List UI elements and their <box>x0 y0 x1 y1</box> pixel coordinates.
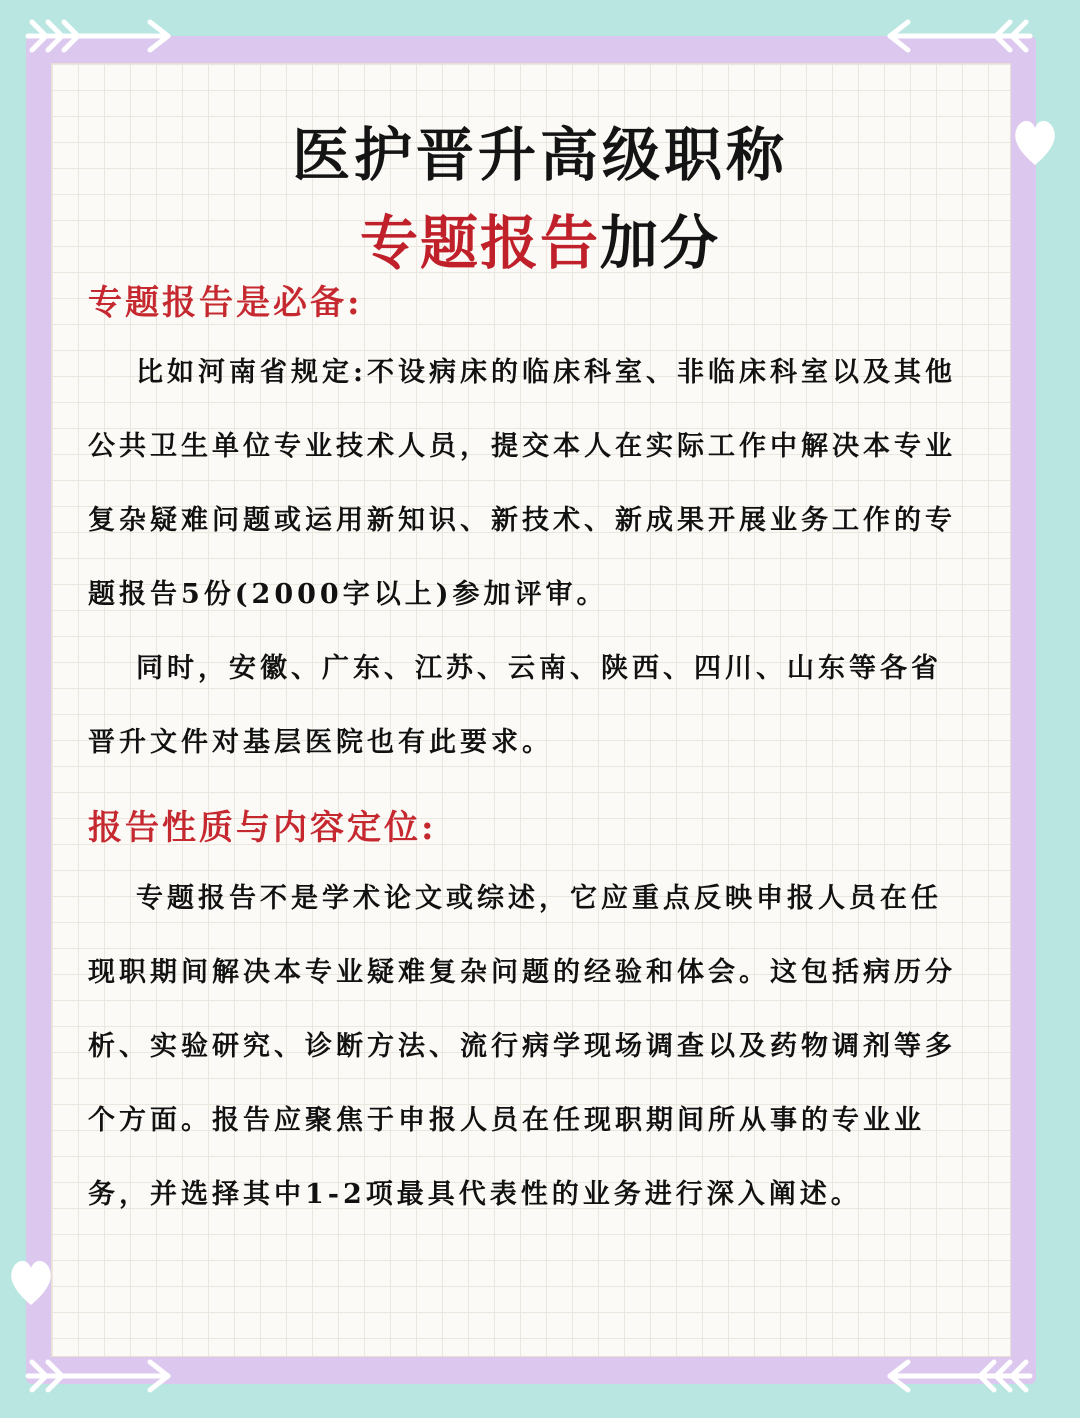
section-paragraph: 专题报告不是学术论文或综述，它应重点反映申报人员在任现职期间解决本专业疑难复杂问题的经验和体会。这包括病历分析、实验研究、诊断方法、流行病学现场调查以及药物调剂等多个方面。报告应聚焦于申报人员在任现职期间所从事的专业业务，并选择其中1-2项最具代表性的业务进行深入阐述。 <box>88 883 956 1210</box>
arrow-left-icon <box>880 1356 1040 1396</box>
section-paragraph: 同时，安徽、广东、江苏、云南、陕西、四川、山东等各省晋升文件对基层医院也有此要求。 <box>88 653 942 758</box>
page-subtitle <box>0 196 1080 280</box>
subtitle-highlight: 专题报告 <box>359 209 600 277</box>
subtitle-rest: 加分 <box>600 209 721 277</box>
arrow-left-icon <box>880 16 1040 56</box>
heart-icon <box>6 1250 56 1310</box>
arrow-right-icon <box>18 16 178 56</box>
section-heading: 专题报告是必备: <box>88 283 363 323</box>
arrow-right-icon <box>18 1356 178 1396</box>
section-heading: 报告性质与内容定位: <box>88 808 437 848</box>
section-paragraph: 比如河南省规定:不设病床的临床科室、非临床科室以及其他公共卫生单位专业技术人员，提交本人在实际工作中解决本专业复杂疑难问题或运用新知识、新技术、新成果开展业务工作的专题报告5份(2000字以上)参加评审。 <box>88 357 956 610</box>
page-title: 医护晋升高级职称 <box>291 121 788 189</box>
